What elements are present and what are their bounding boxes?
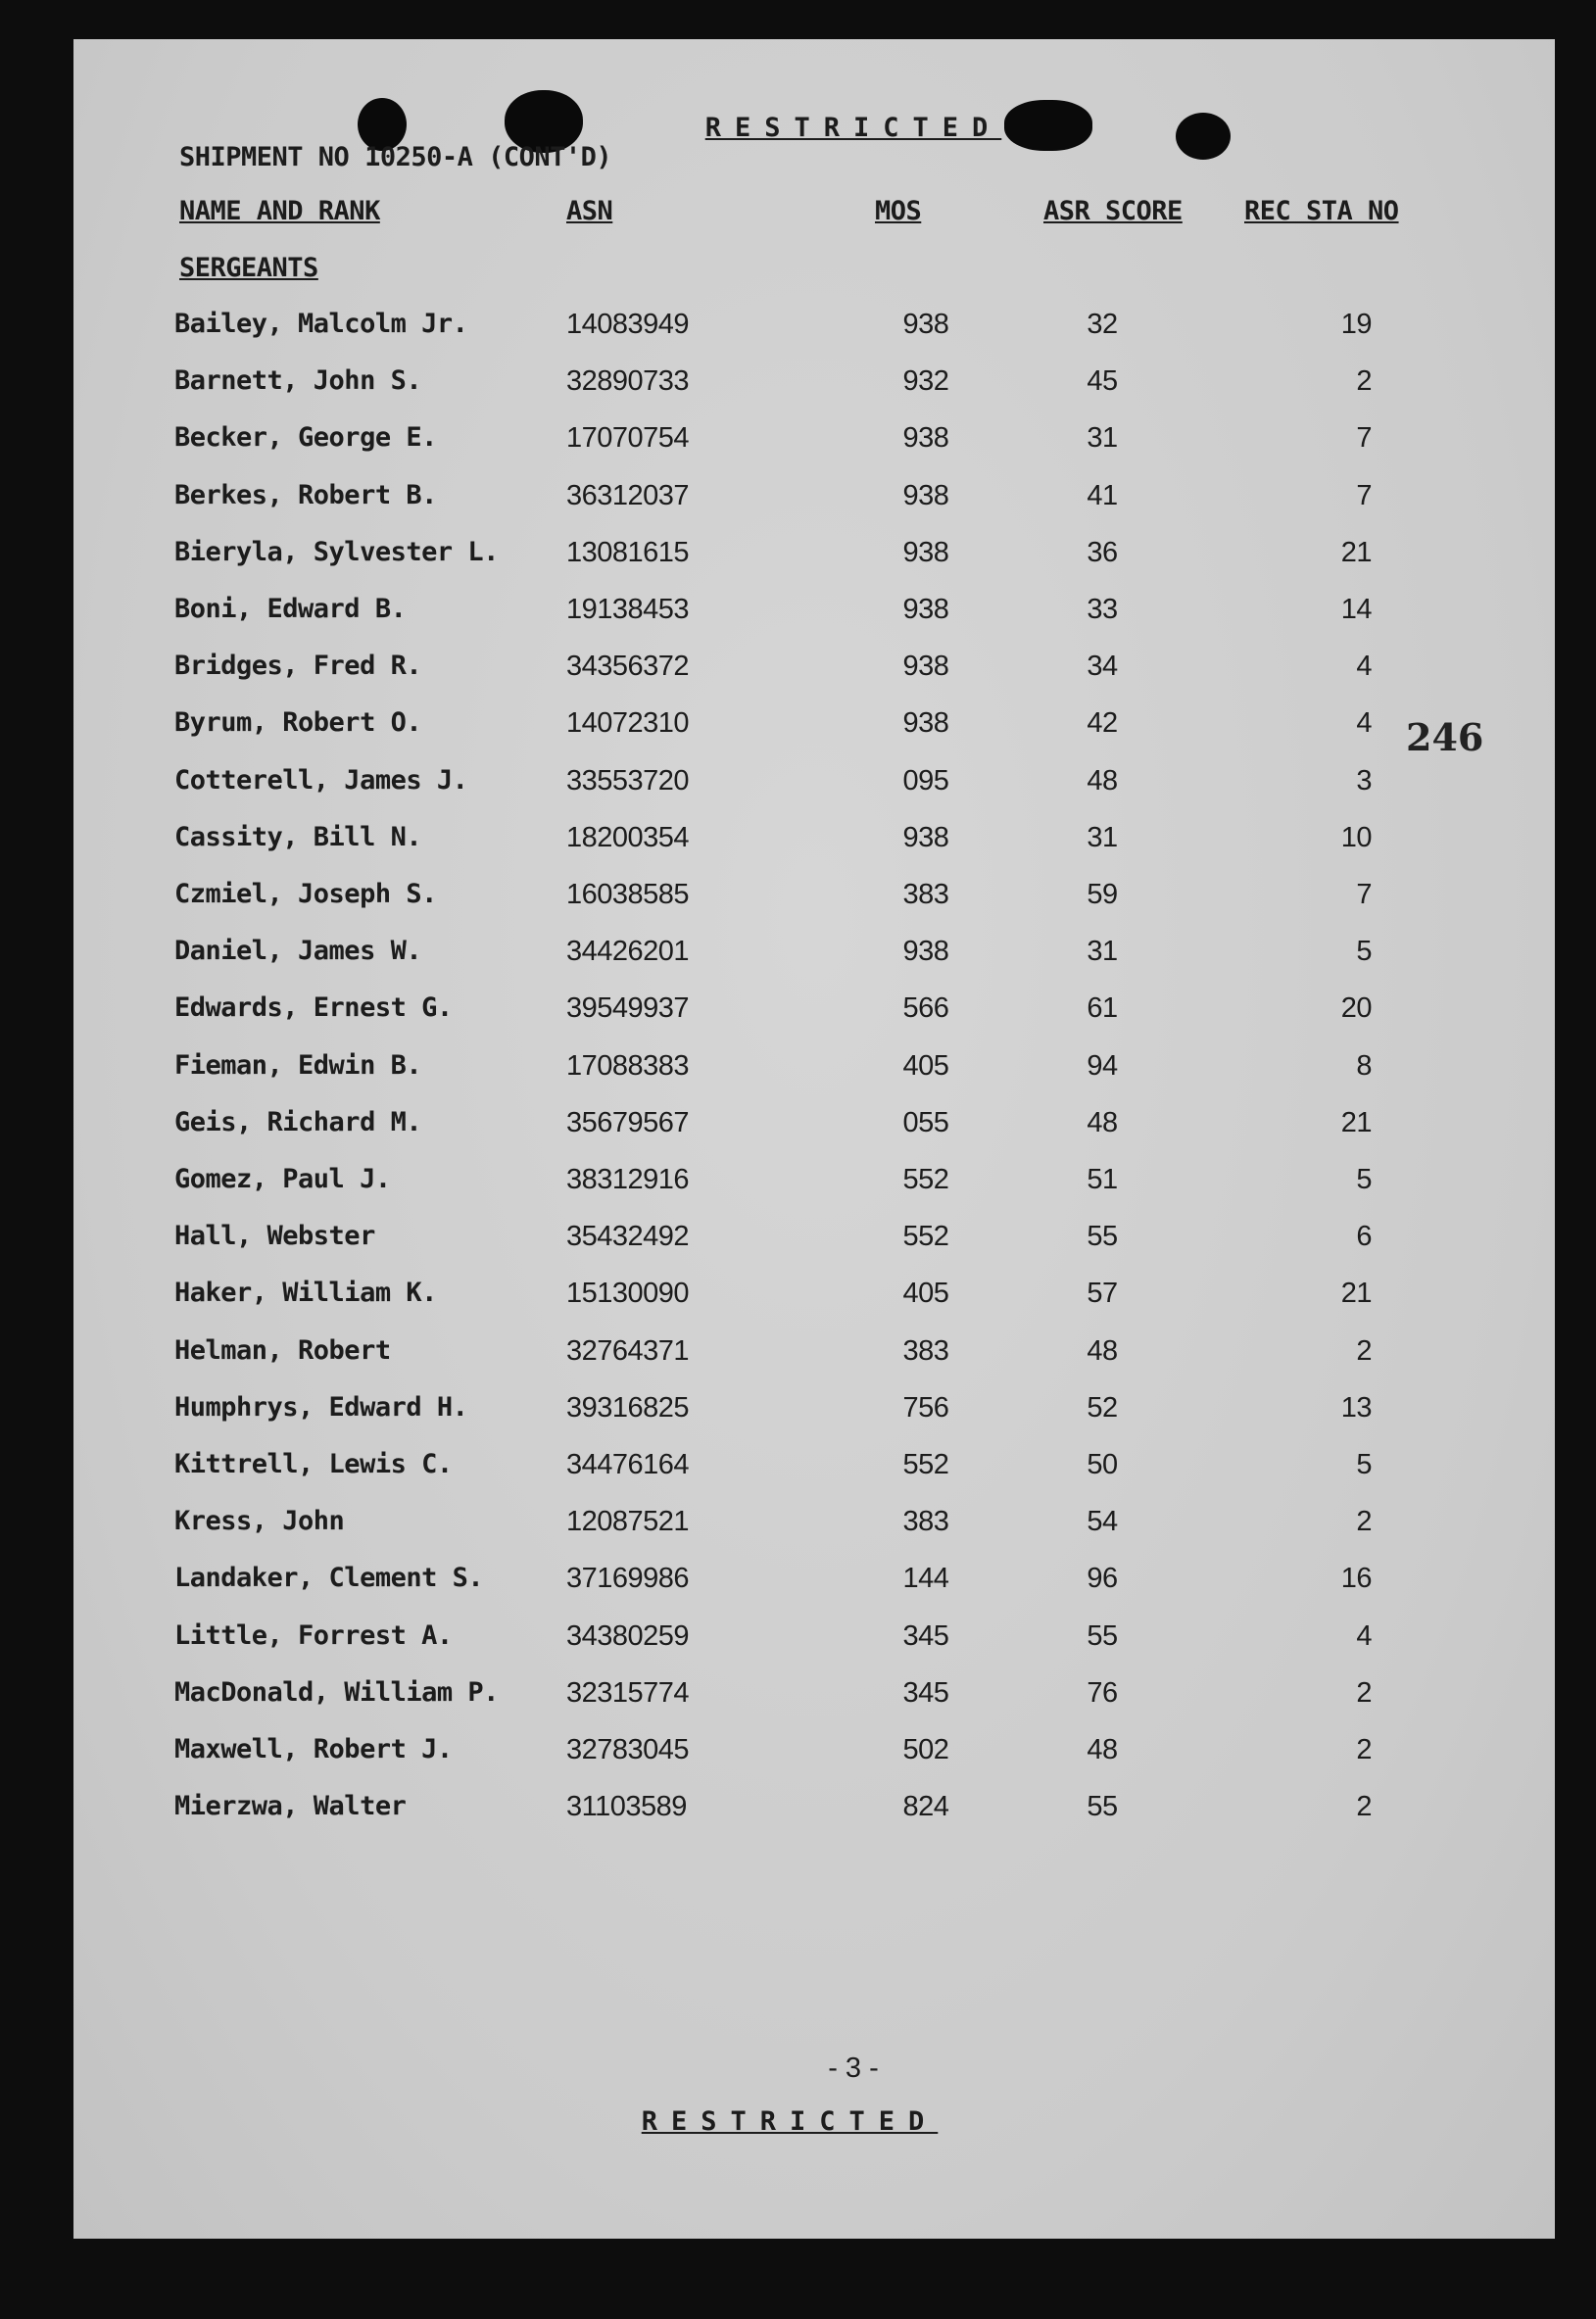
row-name: Cotterell, James J. [174,764,468,796]
row-mos: 938 [902,536,949,568]
row-rec-sta-no: 19 [1340,309,1372,340]
row-mos: 552 [902,1221,949,1253]
row-asn: 38312916 [566,1164,690,1195]
table-row [73,1563,1555,1619]
row-rec-sta-no: 14 [1340,594,1372,625]
row-mos: 095 [902,764,949,797]
row-asr-score: 31 [1087,936,1118,968]
column-header-name: NAME AND RANK [179,196,380,226]
row-asn: 35432492 [566,1221,690,1253]
table-row [73,1164,1555,1221]
row-asn: 37169986 [566,1563,690,1595]
row-asn: 34380259 [566,1619,690,1652]
table-row [73,1734,1555,1791]
table-row [73,1221,1555,1278]
classification-header: RESTRICTED [704,113,1002,143]
row-name: Fieman, Edwin B. [174,1049,422,1081]
row-rec-sta-no: 7 [1356,879,1372,910]
row-mos: 756 [902,1391,949,1424]
row-asn: 33553720 [566,764,690,797]
row-asn: 16038585 [566,879,690,910]
section-title: SERGEANTS [179,253,318,283]
row-rec-sta-no: 21 [1340,536,1372,568]
table-row [73,1506,1555,1563]
row-name: Geis, Richard M. [174,1106,422,1137]
row-name: Berkes, Robert B. [174,479,437,510]
row-rec-sta-no: 2 [1356,1734,1372,1765]
table-row [73,309,1555,365]
row-asn: 34426201 [566,936,690,968]
table-row [73,879,1555,936]
page-number: - 3 - [828,2053,879,2084]
table-row [73,1335,1555,1392]
row-asn: 32764371 [566,1334,690,1367]
row-rec-sta-no: 5 [1356,936,1372,968]
row-mos: 383 [902,879,949,910]
row-asr-score: 55 [1087,1619,1118,1652]
row-name: Little, Forrest A. [174,1619,453,1651]
row-name: Hall, Webster [174,1221,375,1252]
table-row [73,936,1555,992]
row-mos: 552 [902,1449,949,1480]
row-asn: 32783045 [566,1734,690,1765]
row-rec-sta-no: 2 [1356,1506,1372,1538]
table-row [73,992,1555,1049]
row-asn: 14072310 [566,707,690,740]
row-rec-sta-no: 2 [1356,365,1372,398]
row-mos: 938 [902,479,949,511]
row-mos: 938 [902,309,949,340]
row-asr-score: 52 [1087,1391,1118,1424]
row-mos: 345 [902,1676,949,1709]
row-asn: 34476164 [566,1449,690,1480]
row-asn: 17070754 [566,422,690,455]
row-asr-score: 54 [1087,1506,1118,1538]
row-asn: 36312037 [566,479,690,511]
row-name: Haker, William K. [174,1278,437,1309]
row-asr-score: 41 [1087,479,1118,511]
row-name: Barnett, John S. [174,365,422,397]
row-rec-sta-no: 2 [1356,1676,1372,1709]
row-name: Landaker, Clement S. [174,1563,484,1594]
row-rec-sta-no: 10 [1340,821,1372,853]
row-rec-sta-no: 5 [1356,1164,1372,1195]
row-name: Humphrys, Edward H. [174,1391,468,1423]
row-name: Helman, Robert [174,1334,391,1366]
row-name: Bridges, Fred R. [174,651,422,682]
row-asr-score: 31 [1087,422,1118,455]
row-name: Daniel, James W. [174,936,422,967]
row-asr-score: 48 [1087,1734,1118,1765]
row-name: Mierzwa, Walter [174,1791,407,1822]
row-name: Byrum, Robert O. [174,707,422,739]
row-asr-score: 31 [1087,821,1118,853]
row-rec-sta-no: 21 [1340,1106,1372,1138]
row-asn: 19138453 [566,594,690,625]
column-header-rec-sta-no: REC STA NO [1244,196,1399,226]
table-row [73,1791,1555,1848]
row-asn: 13081615 [566,536,690,568]
row-mos: 144 [902,1563,949,1595]
row-mos: 405 [902,1049,949,1082]
page-stamp-number: 246 [1406,715,1484,759]
table-row [73,365,1555,422]
row-asn: 34356372 [566,651,690,683]
column-header-asr-score: ASR SCORE [1043,196,1183,226]
row-asr-score: 57 [1087,1278,1118,1310]
row-name: Edwards, Ernest G. [174,992,453,1024]
row-name: Boni, Edward B. [174,594,407,624]
row-mos: 938 [902,651,949,683]
row-asr-score: 55 [1087,1791,1118,1823]
row-mos: 345 [902,1619,949,1652]
row-mos: 383 [902,1334,949,1367]
table-row [73,422,1555,479]
table-row [73,765,1555,822]
row-rec-sta-no: 2 [1356,1791,1372,1823]
row-mos: 824 [902,1791,949,1823]
row-asn: 17088383 [566,1049,690,1082]
table-row [73,594,1555,651]
row-name: MacDonald, William P. [174,1676,499,1708]
row-mos: 932 [902,365,949,398]
row-asn: 18200354 [566,821,690,853]
row-name: Bailey, Malcolm Jr. [174,309,468,339]
row-asn: 35679567 [566,1106,690,1138]
column-header-mos: MOS [875,196,922,226]
table-row [73,707,1555,764]
row-mos: 383 [902,1506,949,1538]
shipment-title: SHIPMENT NO 10250-A (CONT'D) [179,142,612,172]
row-asr-score: 34 [1087,651,1118,683]
row-asr-score: 48 [1087,1106,1118,1138]
row-rec-sta-no: 4 [1356,707,1372,740]
row-name: Bieryla, Sylvester L. [174,536,499,567]
row-asr-score: 96 [1087,1563,1118,1595]
row-mos: 566 [902,992,949,1025]
row-name: Kittrell, Lewis C. [174,1449,453,1479]
row-asn: 31103589 [566,1791,687,1823]
row-asr-score: 36 [1087,536,1118,568]
classification-footer: RESTRICTED [641,2106,939,2137]
row-name: Czmiel, Joseph S. [174,879,437,909]
table-row [73,822,1555,879]
row-rec-sta-no: 7 [1356,422,1372,455]
row-rec-sta-no: 3 [1356,764,1372,797]
table-row [73,1677,1555,1734]
table-row [73,1392,1555,1449]
row-mos: 502 [902,1734,949,1765]
table-row [73,1278,1555,1334]
row-asr-score: 33 [1087,594,1118,625]
row-rec-sta-no: 7 [1356,479,1372,511]
row-asn: 32890733 [566,365,690,398]
table-row [73,1050,1555,1107]
row-asn: 39549937 [566,992,690,1025]
row-rec-sta-no: 4 [1356,651,1372,683]
row-mos: 055 [902,1106,949,1138]
table-row [73,1449,1555,1506]
row-asr-score: 50 [1087,1449,1118,1480]
row-asn: 14083949 [566,309,690,340]
row-asn: 39316825 [566,1391,690,1424]
row-rec-sta-no: 6 [1356,1221,1372,1253]
row-name: Kress, John [174,1506,345,1537]
table-row [73,651,1555,707]
row-asn: 32315774 [566,1676,690,1709]
row-asr-score: 32 [1087,309,1118,340]
row-asr-score: 94 [1087,1049,1118,1082]
table-row [73,1107,1555,1164]
row-rec-sta-no: 5 [1356,1449,1372,1480]
row-asr-score: 55 [1087,1221,1118,1253]
row-name: Gomez, Paul J. [174,1164,391,1194]
row-asr-score: 45 [1087,365,1118,398]
row-asr-score: 51 [1087,1164,1118,1195]
row-mos: 552 [902,1164,949,1195]
row-mos: 938 [902,707,949,740]
row-rec-sta-no: 16 [1340,1563,1372,1595]
row-asr-score: 48 [1087,1334,1118,1367]
row-asr-score: 59 [1087,879,1118,910]
row-mos: 938 [902,422,949,455]
row-asn: 15130090 [566,1278,690,1310]
row-asr-score: 61 [1087,992,1118,1025]
row-mos: 938 [902,594,949,625]
table-row [73,1620,1555,1677]
row-rec-sta-no: 2 [1356,1334,1372,1367]
row-mos: 938 [902,936,949,968]
table-row [73,480,1555,537]
row-asr-score: 42 [1087,707,1118,740]
column-header-asn: ASN [566,196,613,226]
row-name: Becker, George E. [174,422,437,454]
document-page [73,39,1555,2239]
row-rec-sta-no: 21 [1340,1278,1372,1310]
row-mos: 405 [902,1278,949,1310]
row-mos: 938 [902,821,949,853]
row-name: Maxwell, Robert J. [174,1734,453,1764]
row-rec-sta-no: 8 [1356,1049,1372,1082]
row-asn: 12087521 [566,1506,690,1538]
row-asr-score: 48 [1087,764,1118,797]
row-rec-sta-no: 13 [1340,1391,1372,1424]
table-row [73,537,1555,594]
row-rec-sta-no: 4 [1356,1619,1372,1652]
row-rec-sta-no: 20 [1340,992,1372,1025]
row-asr-score: 76 [1087,1676,1118,1709]
row-name: Cassity, Bill N. [174,821,422,852]
